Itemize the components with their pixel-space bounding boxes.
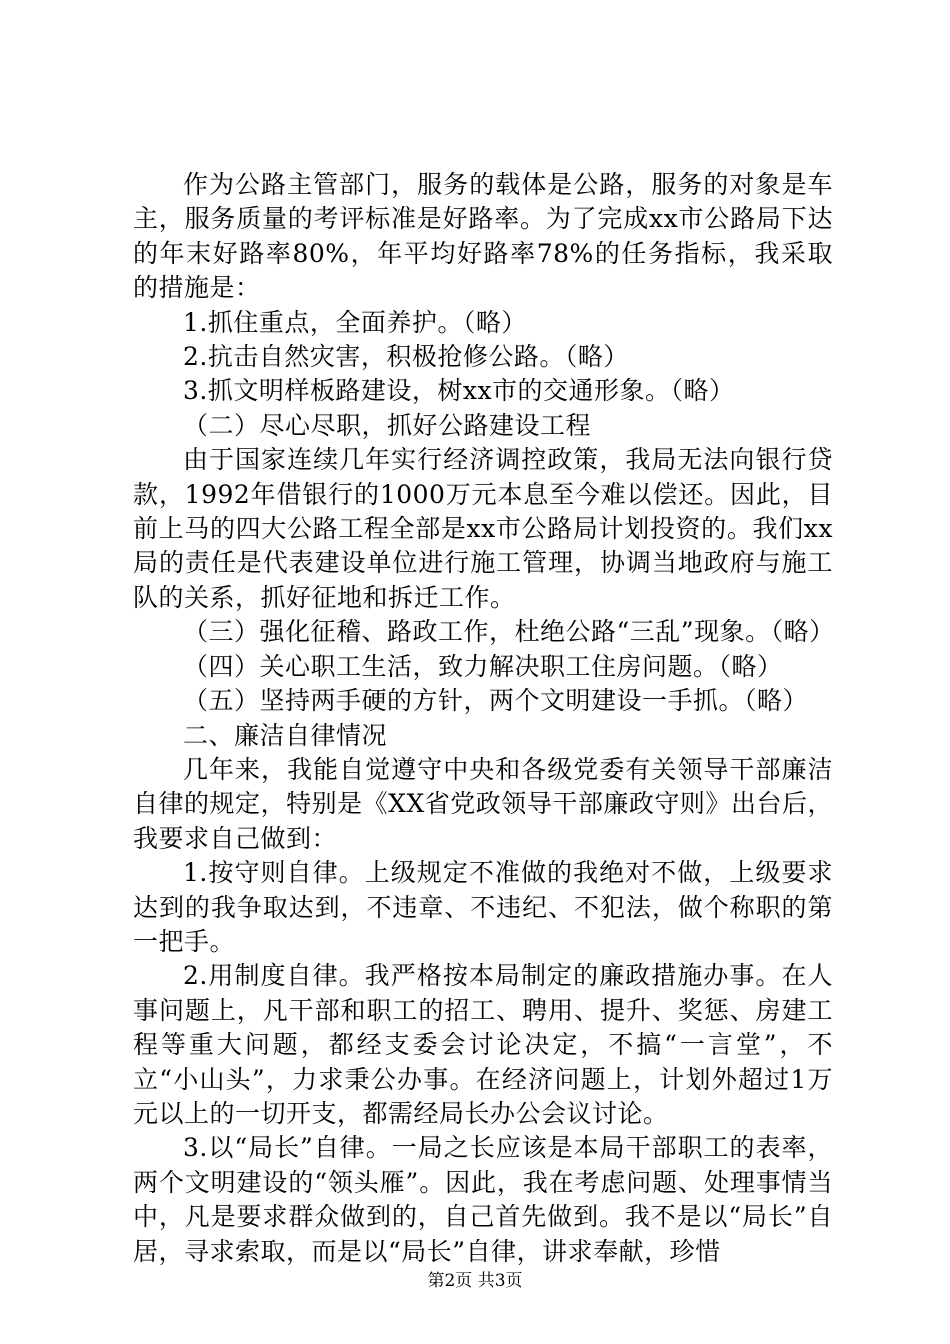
section-heading: 二、廉洁自律情况 (183, 720, 388, 750)
section-heading: （三）强化征稽、路政工作，杜绝公路“三乱”现象。（略） (183, 617, 835, 647)
document-body (133, 168, 833, 1269)
paragraph: 1.按守则自律。上级规定不准做的我绝对不做，上级要求达到的我争取达到，不违章、不违纪、不犯法，做个称职的第一把手。 (133, 858, 833, 956)
paragraph: 2.抗击自然灾害，积极抢修公路。（略） (183, 342, 629, 372)
section-heading: （二）尽心尽职，抓好公路建设工程 (183, 410, 592, 440)
paragraph: 由于国家连续几年实行经济调控政策，我局无法向银行贷款，1992年借银行的1000万元本息至今难以偿还。因此，目前上马的四大公路工程全部是xx市公路局计划投资的。我们xx局的责任是代表建设单位进行施工管理，协调当地政府与施工队的关系，抓好征地和拆迁工作。 (133, 445, 833, 612)
section-heading: （五）坚持两手硬的方针，两个文明建设一手抓。（略） (183, 686, 809, 716)
paragraph: 3.以“局长”自律。一局之长应该是本局干部职工的表率，两个文明建设的“领头雁”。因此，我在考虑问题、处理事情当中，凡是要求群众做到的，自己首先做到。我不是以“局长”自居，寻求索取，而是以“局长”自律，讲求奉献，珍惜 (133, 1133, 833, 1266)
paragraph: 1.抓住重点，全面养护。（略） (183, 307, 527, 337)
paragraph: 3.抓文明样板路建设，树xx市的交通形象。（略） (183, 376, 735, 406)
page-footer: 第2页 共3页 (427, 1271, 523, 1291)
paragraph: 作为公路主管部门，服务的载体是公路，服务的对象是车主，服务质量的考评标准是好路率。为了完成xx市公路局下达的年末好路率80%，年平均好路率78%的任务指标，我采取的措施是： (133, 170, 833, 303)
paragraph: 几年来，我能自觉遵守中央和各级党委有关领导干部廉洁自律的规定，特别是《XX省党政领导干部廉政守则》出台后，我要求自己做到： (133, 754, 833, 853)
section-heading: （四）关心职工生活，致力解决职工住房问题。（略） (183, 651, 783, 681)
paragraph: 2.用制度自律。我严格按本局制定的廉政措施办事。在人事问题上，凡干部和职工的招工、聘用、提升、奖惩、房建工程等重大问题，都经支委会讨论决定，不搞“一言堂”，不立“小山头”，力求秉公办事。在经济问题上，计划外超过1万元以上的一切开支，都需经局长办公会议讨论。 (133, 961, 833, 1128)
